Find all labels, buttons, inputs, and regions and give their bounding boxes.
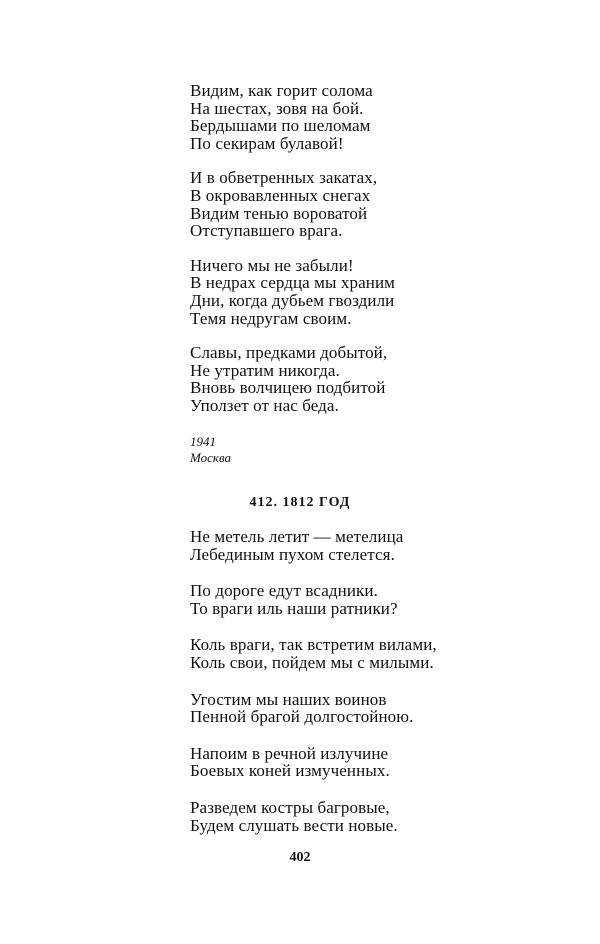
verse-line: Разведем костры багровые, (190, 797, 390, 817)
poem-signature (190, 434, 231, 466)
page-number: 402 (289, 850, 311, 865)
poem-title: 412. 1812 ГОД (249, 495, 351, 510)
stanza-3 (190, 257, 490, 327)
verse-line: Видим, как горит солома (190, 81, 373, 100)
verse-line: В окровавленных снегах (190, 185, 371, 205)
verse-line: Не метель летит — метелица (190, 527, 404, 546)
verse-line: Коль свои, пойдем мы с милыми. (190, 652, 434, 672)
poem-continued (190, 82, 490, 415)
poem-date: 1941 (190, 434, 216, 449)
verse-line: В недрах сердца мы храним (190, 273, 395, 293)
verse-line: Уползет от нас беда. (190, 395, 339, 415)
verse-line: И в обветренных закатах, (190, 168, 378, 188)
poem-412 (190, 528, 490, 834)
verse-line: Угостим мы наших воинов (190, 689, 387, 709)
verse-line: На шестах, зовя на бой. (190, 98, 364, 118)
stanza-5 (190, 745, 490, 780)
verse-line: Коль враги, так встретим вилами, (190, 635, 437, 655)
poem-place: Москва (190, 450, 232, 465)
verse-line: Бердышами по шеломам (190, 116, 371, 136)
verse-line: То враги иль наши ратники? (190, 598, 398, 618)
verse-line: Ничего мы не забыли! (190, 255, 354, 275)
stanza-4 (190, 691, 490, 726)
verse-line: Славы, предками добытой, (190, 343, 388, 363)
verse-line: Лебединым пухом стелется. (190, 544, 395, 564)
stanza-4 (190, 344, 490, 414)
verse-line: Видим тенью вороватой (190, 203, 368, 223)
verse-line: Будем слушать вести новые. (190, 815, 398, 835)
verse-line: Вновь волчицею подбитой (190, 378, 386, 398)
stanza-1 (190, 82, 490, 152)
verse-line: Боевых коней измученных. (190, 761, 390, 781)
verse-line: Темя недругам своим. (190, 308, 352, 328)
verse-line: Дни, когда дубьем гвоздили (190, 290, 395, 310)
stanza-2 (190, 169, 490, 239)
verse-line: По дороге едут всадники. (190, 581, 378, 601)
verse-line: Не утратим никогда. (190, 360, 340, 380)
verse-line: Пенной брагой долгостойною. (190, 707, 414, 727)
verse-line: Отступавшего врага. (190, 221, 343, 241)
stanza-1 (190, 528, 490, 563)
verse-line: По секирам булавой! (190, 133, 344, 153)
stanza-3 (190, 636, 490, 671)
stanza-6 (190, 799, 490, 834)
stanza-2 (190, 582, 490, 617)
verse-line: Напоим в речной излучине (190, 743, 389, 763)
